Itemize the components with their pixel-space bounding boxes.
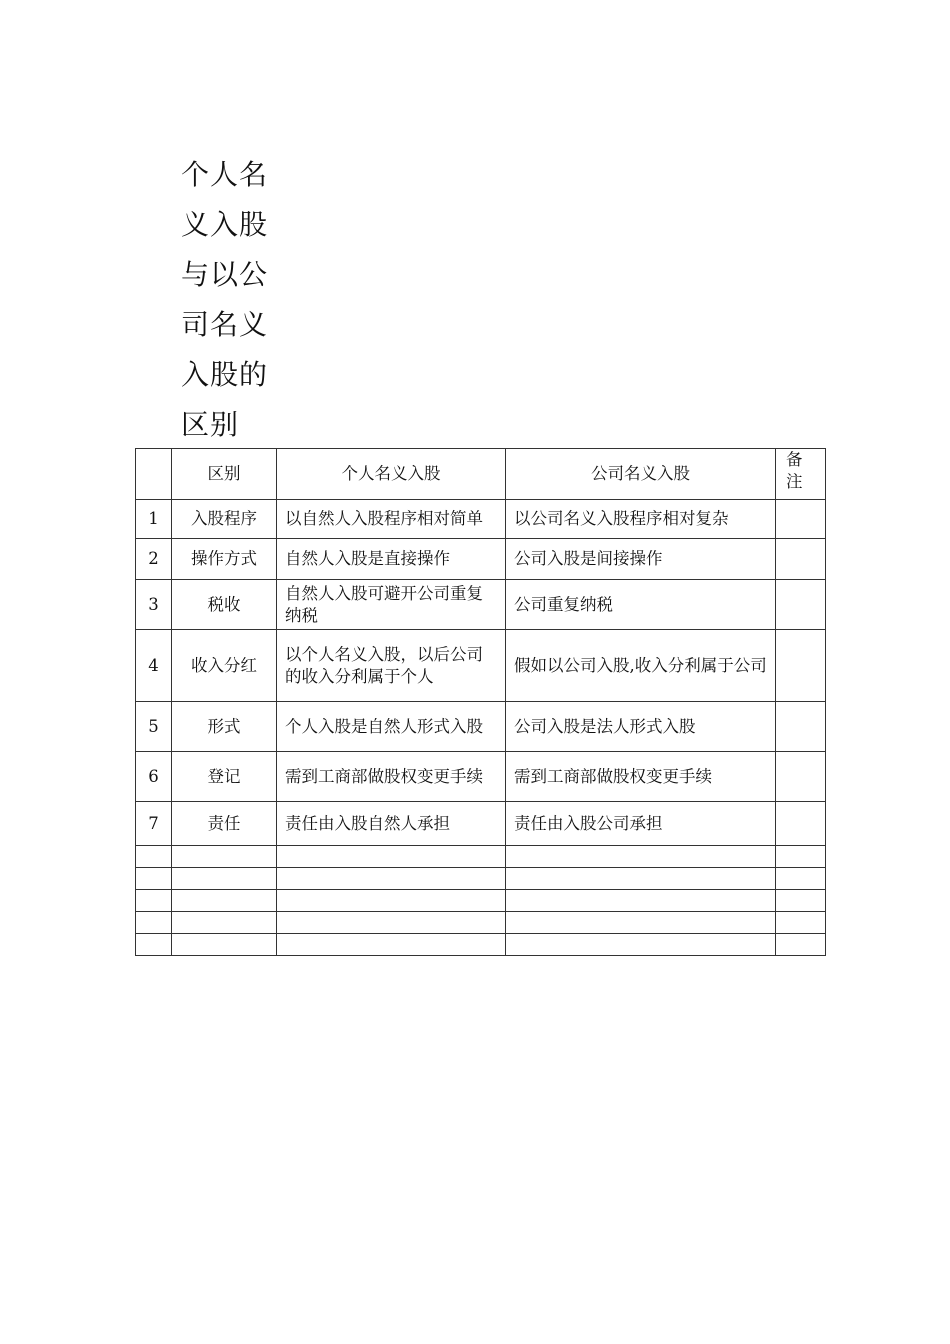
header-personal: 个人名义入股 bbox=[277, 449, 506, 500]
row-personal: 需到工商部做股权变更手续 bbox=[277, 752, 506, 802]
row-company: 责任由入股公司承担 bbox=[506, 802, 776, 846]
row-category: 责任 bbox=[172, 802, 277, 846]
empty-cell bbox=[172, 934, 277, 956]
empty-cell bbox=[506, 890, 776, 912]
empty-cell bbox=[776, 890, 826, 912]
title-line: 个人名 bbox=[181, 158, 269, 191]
table-row bbox=[136, 702, 826, 752]
row-personal: 自然人入股可避开公司重复纳税 bbox=[277, 580, 506, 630]
row-number: 5 bbox=[136, 702, 172, 752]
empty-cell bbox=[277, 846, 506, 868]
row-category: 形式 bbox=[172, 702, 277, 752]
row-number: 7 bbox=[136, 802, 172, 846]
row-company: 以公司名义入股程序相对复杂 bbox=[506, 500, 776, 539]
empty-cell bbox=[136, 912, 172, 934]
table-row bbox=[136, 500, 826, 539]
row-category: 税收 bbox=[172, 580, 277, 630]
empty-cell bbox=[277, 912, 506, 934]
empty-table-row bbox=[136, 868, 826, 890]
row-category: 登记 bbox=[172, 752, 277, 802]
table-row bbox=[136, 539, 826, 580]
title-line: 与以公 bbox=[181, 258, 269, 291]
table-row bbox=[136, 630, 826, 702]
empty-cell bbox=[776, 934, 826, 956]
row-number: 2 bbox=[136, 539, 172, 580]
comparison-table bbox=[135, 448, 826, 956]
row-company: 公司入股是法人形式入股 bbox=[506, 702, 776, 752]
empty-table-row bbox=[136, 846, 826, 868]
row-note bbox=[776, 539, 826, 580]
row-company: 需到工商部做股权变更手续 bbox=[506, 752, 776, 802]
row-category: 操作方式 bbox=[172, 539, 277, 580]
empty-table-row bbox=[136, 890, 826, 912]
empty-cell bbox=[776, 846, 826, 868]
title-line: 义入股 bbox=[181, 208, 269, 241]
row-category: 入股程序 bbox=[172, 500, 277, 539]
empty-cell bbox=[776, 868, 826, 890]
row-note bbox=[776, 500, 826, 539]
row-note bbox=[776, 702, 826, 752]
row-personal: 以自然人入股程序相对简单 bbox=[277, 500, 506, 539]
row-note bbox=[776, 580, 826, 630]
document-title bbox=[181, 150, 281, 450]
table-row bbox=[136, 802, 826, 846]
title-line: 入股的 bbox=[181, 358, 269, 391]
table-row bbox=[136, 752, 826, 802]
row-number: 4 bbox=[136, 630, 172, 702]
row-number: 6 bbox=[136, 752, 172, 802]
empty-cell bbox=[136, 868, 172, 890]
header-category: 区别 bbox=[172, 449, 277, 500]
empty-cell bbox=[136, 890, 172, 912]
empty-cell bbox=[136, 934, 172, 956]
empty-cell bbox=[506, 912, 776, 934]
row-personal: 个人入股是自然人形式入股 bbox=[277, 702, 506, 752]
empty-cell bbox=[506, 846, 776, 868]
empty-cell bbox=[506, 934, 776, 956]
empty-cell bbox=[776, 912, 826, 934]
row-personal: 责任由入股自然人承担 bbox=[277, 802, 506, 846]
row-company: 公司入股是间接操作 bbox=[506, 539, 776, 580]
table-row bbox=[136, 580, 826, 630]
row-note bbox=[776, 802, 826, 846]
header-index bbox=[136, 449, 172, 500]
row-number: 1 bbox=[136, 500, 172, 539]
row-category: 收入分红 bbox=[172, 630, 277, 702]
row-number: 3 bbox=[136, 580, 172, 630]
title-line: 区别 bbox=[181, 408, 240, 441]
empty-cell bbox=[277, 934, 506, 956]
empty-cell bbox=[172, 912, 277, 934]
header-note: 备注 bbox=[776, 449, 826, 500]
empty-table-row bbox=[136, 912, 826, 934]
row-personal: 以个人名义入股，以后公司的收入分利属于个人 bbox=[277, 630, 506, 702]
header-company: 公司名义入股 bbox=[506, 449, 776, 500]
title-line: 司名义 bbox=[181, 308, 269, 341]
table-header-row bbox=[136, 449, 826, 500]
row-note bbox=[776, 630, 826, 702]
row-company: 假如以公司入股,收入分利属于公司 bbox=[506, 630, 776, 702]
empty-cell bbox=[172, 868, 277, 890]
empty-cell bbox=[172, 890, 277, 912]
empty-table-row bbox=[136, 934, 826, 956]
row-company: 公司重复纳税 bbox=[506, 580, 776, 630]
empty-cell bbox=[506, 868, 776, 890]
row-note bbox=[776, 752, 826, 802]
row-personal: 自然人入股是直接操作 bbox=[277, 539, 506, 580]
empty-cell bbox=[277, 890, 506, 912]
empty-cell bbox=[136, 846, 172, 868]
empty-cell bbox=[172, 846, 277, 868]
empty-cell bbox=[277, 868, 506, 890]
